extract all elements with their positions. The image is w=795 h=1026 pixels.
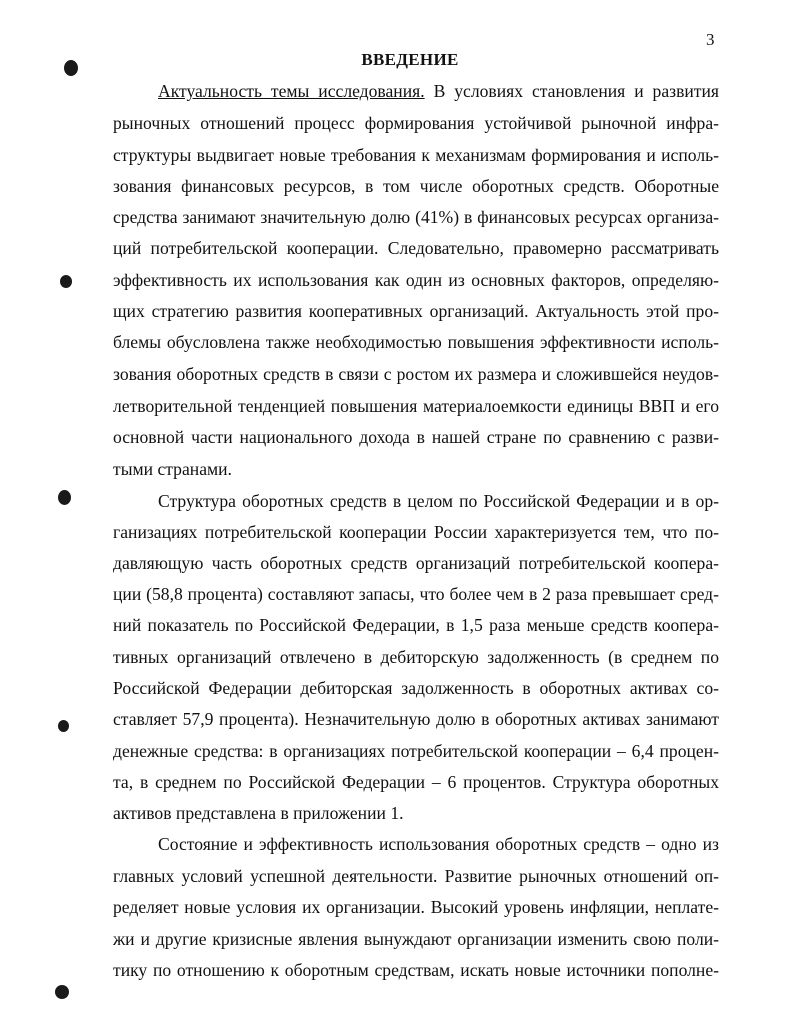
text-line: ределяет новые условия их организации. Высокий уровень инфляции, неплате- [113,897,719,917]
text-line: давляющую часть оборотных средств организаций потребительской коопера- [113,553,719,573]
text-line: Актуальность темы исследования. В условиях становления и развития [158,81,720,101]
text-line: структуры выдвигает новые требования к механизмам формирования и исполь- [113,145,719,165]
text-line: ции (58,8 процента) составляют запасы, что более чем в 2 раза превышает сред- [113,584,719,604]
page-title: ВВЕДЕНИЕ [361,50,459,69]
text-line: средства занимают значительную долю (41%) в финансовых ресурсах организа- [113,207,719,227]
text-line: Состояние и эффективность использования оборотных средств – одно из [158,834,719,854]
text-line: ций потребительской кооперации. Следовательно, правомерно рассматривать [113,238,719,258]
text-line: главных условий успешной деятельности. Развитие рыночных отношений оп- [113,866,719,886]
section-heading: Актуальность темы исследования. [158,81,425,101]
scan-blot [60,275,72,288]
page-number: 3 [706,30,715,49]
text-line: тику по отношению к оборотным средствам, искать новые источники пополне- [113,960,719,980]
scan-blot [64,60,78,76]
text-line: жи и другие кризисные явления вынуждают организации изменить свою поли- [113,929,719,949]
text-line: тивных организаций отвлечено в дебиторскую задолженность (в среднем по [113,647,719,667]
text-line: денежные средства: в организациях потребительской кооперации – 6,4 процен- [113,741,719,761]
text-line: основной части национального дохода в нашей стране по сравнению с разви- [113,427,719,447]
text-line: блемы обусловлена также необходимостью повышения эффективности исполь- [113,332,719,352]
text-line: ставляет 57,9 процента). Незначительную долю в оборотных активах занимают [113,709,719,729]
text-line: рыночных отношений процесс формирования устойчивой рыночной инфра- [113,113,719,133]
text-line: зования финансовых ресурсов, в том числе оборотных средств. Оборотные [113,176,719,196]
text-line: тыми странами. [113,459,232,479]
text-line: эффективность их использования как один из основных факторов, определяю- [113,270,719,290]
scan-blot [55,985,69,999]
text-line: Структура оборотных средств в целом по Российской Федерации и в ор- [158,491,719,511]
text-line: активов представлена в приложении 1. [113,803,404,823]
scan-blot [58,720,69,732]
text-line: зования оборотных средств в связи с ростом их размера и сложившейся неудов- [113,364,719,384]
text-line: щих стратегию развития кооперативных организаций. Актуальность этой про- [113,301,719,321]
text-line: та, в среднем по Российской Федерации – 6 процентов. Структура оборотных [113,772,719,792]
text-line: ганизациях потребительской кооперации России характеризуется тем, что по- [113,522,719,542]
scan-blot [58,490,71,505]
text-line: ний показатель по Российской Федерации, в 1,5 раза меньше средств коопера- [113,615,719,635]
text-line: летворительной тенденцией повышения материалоемкости единицы ВВП и его [113,396,719,416]
text-line: Российской Федерации дебиторская задолженность в оборотных активах со- [113,678,719,698]
